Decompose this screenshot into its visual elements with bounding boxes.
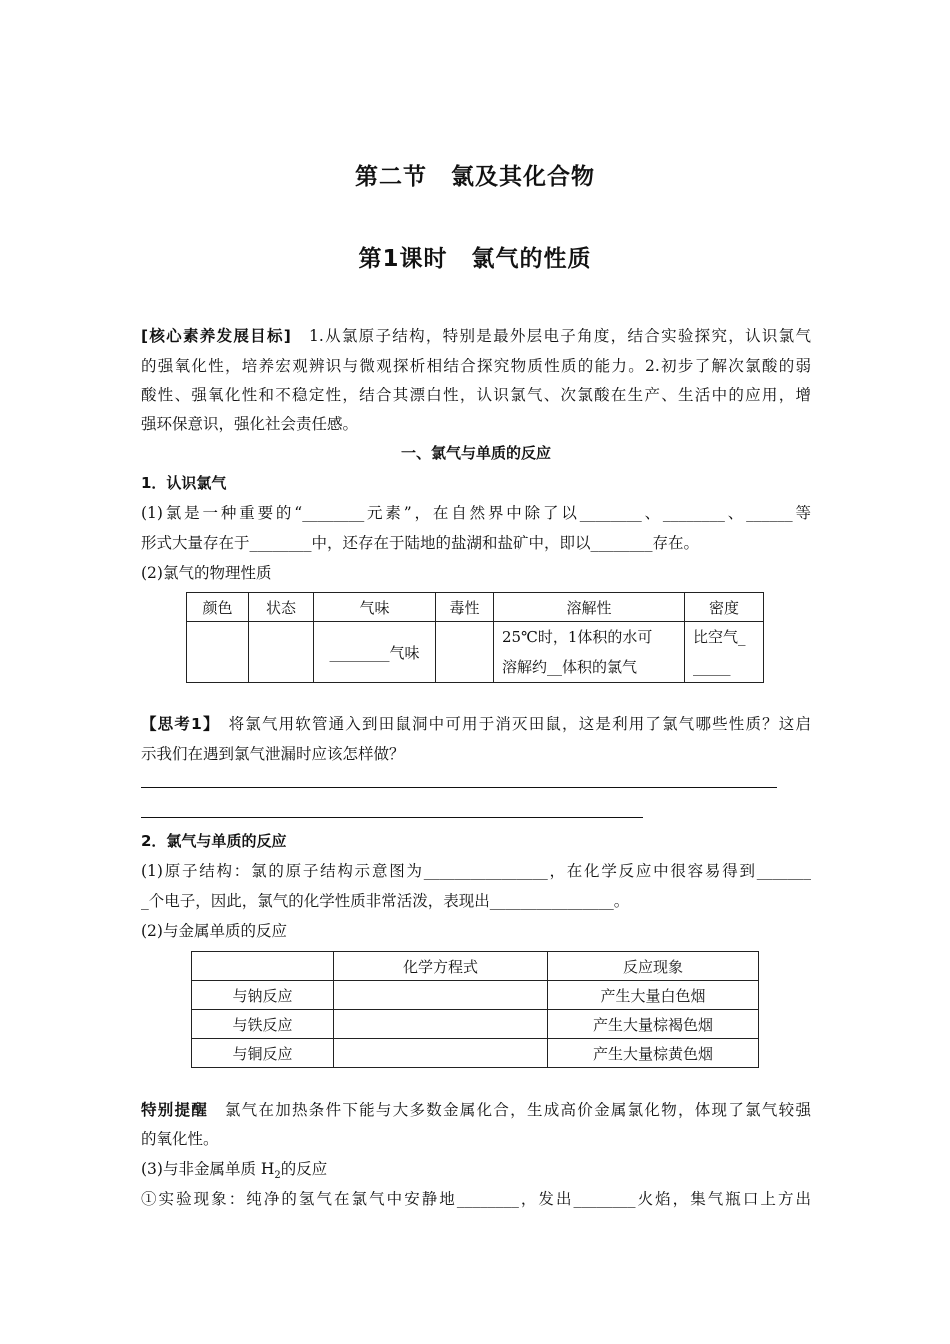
table2-row (192, 981, 759, 1010)
table1-cell: ________气味 (314, 622, 436, 683)
table1-data-row (187, 622, 764, 683)
h2-heading (141, 1159, 811, 1186)
goals-text-1: 1.从氯原子结构，特别是最外层电子角度，结合实验探究，认识氯气 (308, 327, 811, 345)
goals-line-1 (141, 326, 811, 346)
table2-header (192, 952, 334, 981)
lesson-title: 第1课时 氯气的性质 (358, 246, 592, 272)
answer-line (141, 817, 643, 818)
think-line-1 (141, 714, 811, 734)
table1-header: 气味 (314, 593, 436, 622)
solubility-line-1: 25℃时，1体积的水可 (502, 628, 653, 646)
table1-cell-density (685, 622, 764, 683)
table2-cell: 与铁反应 (192, 1010, 334, 1039)
table2-row (192, 1010, 759, 1039)
table1-header: 状态 (249, 593, 314, 622)
table1-header: 溶解性 (494, 593, 685, 622)
table2-cell: 产生大量棕黄色烟 (548, 1039, 759, 1068)
table1-header-row (187, 593, 764, 622)
table2-cell: 与钠反应 (192, 981, 334, 1010)
metal-reaction-table (191, 951, 759, 1068)
physical-properties-table (186, 592, 764, 683)
table1-cell (249, 622, 314, 683)
table2-row (192, 1039, 759, 1068)
think-text-1: 将氯气用软管通入到田鼠洞中可用于消灭田鼠，这是利用了氯气哪些性质？这启 (228, 715, 811, 733)
table2-cell: 产生大量棕褐色烟 (548, 1010, 759, 1039)
p1-line-2: 形式大量存在于________中，还存在于陆地的盐湖和盐矿中，即以________存在。 (141, 534, 700, 552)
section-heading: 一、氯气与单质的反应 (400, 444, 551, 462)
table2-cell (334, 1039, 548, 1068)
goals-line-4: 强环保意识，强化社会责任感。 (141, 415, 359, 433)
density-line-1: 比空气_ (693, 628, 746, 646)
table2-cell: 与铜反应 (192, 1039, 334, 1068)
atom-line-1: (1)原子结构：氯的原子结构示意图为________________，在化学反应中很容易得到_______ (141, 862, 811, 880)
table1-header: 密度 (685, 593, 764, 622)
goals-line-3: 酸性、强氧化性和不稳定性，结合其漂白性，认识氯气、次氯酸在生产、生活中的应用，增 (141, 386, 811, 404)
table2-header-row (192, 952, 759, 981)
table2-cell: 产生大量白色烟 (548, 981, 759, 1010)
table2-cell (334, 981, 548, 1010)
p2-heading: (2)氯气的物理性质 (141, 564, 272, 582)
table1-cell (436, 622, 494, 683)
h2-line-1: ①实验现象：纯净的氢气在氯气中安静地________，发出________火焰，集气瓶口上方出 (141, 1190, 811, 1208)
tip-label: 特别提醒 (141, 1101, 209, 1119)
think-line-2: 示我们在遇到氯气泄漏时应该怎样做？ (141, 745, 405, 763)
p1-line-1: (1)氯是一种重要的“________元素”，在自然界中除了以________、________、______等 (141, 504, 811, 522)
tip-text-1: 氯气在加热条件下能与大多数金属化合，生成高价金属氯化物，体现了氯气较强 (224, 1101, 811, 1119)
metal-heading: (2)与金属单质的反应 (141, 922, 287, 940)
density-line-2: _____ (693, 658, 731, 676)
h2-heading-pre: (3)与非金属单质 H (141, 1160, 275, 1178)
table1-header: 毒性 (436, 593, 494, 622)
table1-cell-solubility (494, 622, 685, 683)
h2-heading-post: 的反应 (280, 1160, 328, 1178)
goals-line-2: 的强氧化性，培养宏观辨识与微观探析相结合探究物质性质的能力。2.初步了解次氯酸的弱 (141, 357, 811, 375)
think-label: 【思考1】 (141, 715, 212, 733)
table2-header: 反应现象 (548, 952, 759, 981)
goals-label: [核心素养发展目标] (141, 327, 291, 345)
tip-line-2: 的氧化性。 (141, 1130, 219, 1148)
atom-line-2: _个电子，因此，氯气的化学性质非常活泼，表现出________________。 (141, 892, 630, 910)
table2-cell (334, 1010, 548, 1039)
answer-line (141, 787, 777, 788)
table2-header: 化学方程式 (334, 952, 548, 981)
solubility-line-2: 溶解约__体积的氯气 (502, 658, 638, 676)
table1-header: 颜色 (187, 593, 249, 622)
tip-line-1 (141, 1100, 811, 1120)
subsection-2: 2．氯气与单质的反应 (141, 832, 287, 850)
table1-cell (187, 622, 249, 683)
h2-subscript: 2 (274, 1170, 281, 1182)
chapter-title: 第二节 氯及其化合物 (355, 164, 595, 190)
subsection-1: 1．认识氯气 (141, 474, 227, 492)
